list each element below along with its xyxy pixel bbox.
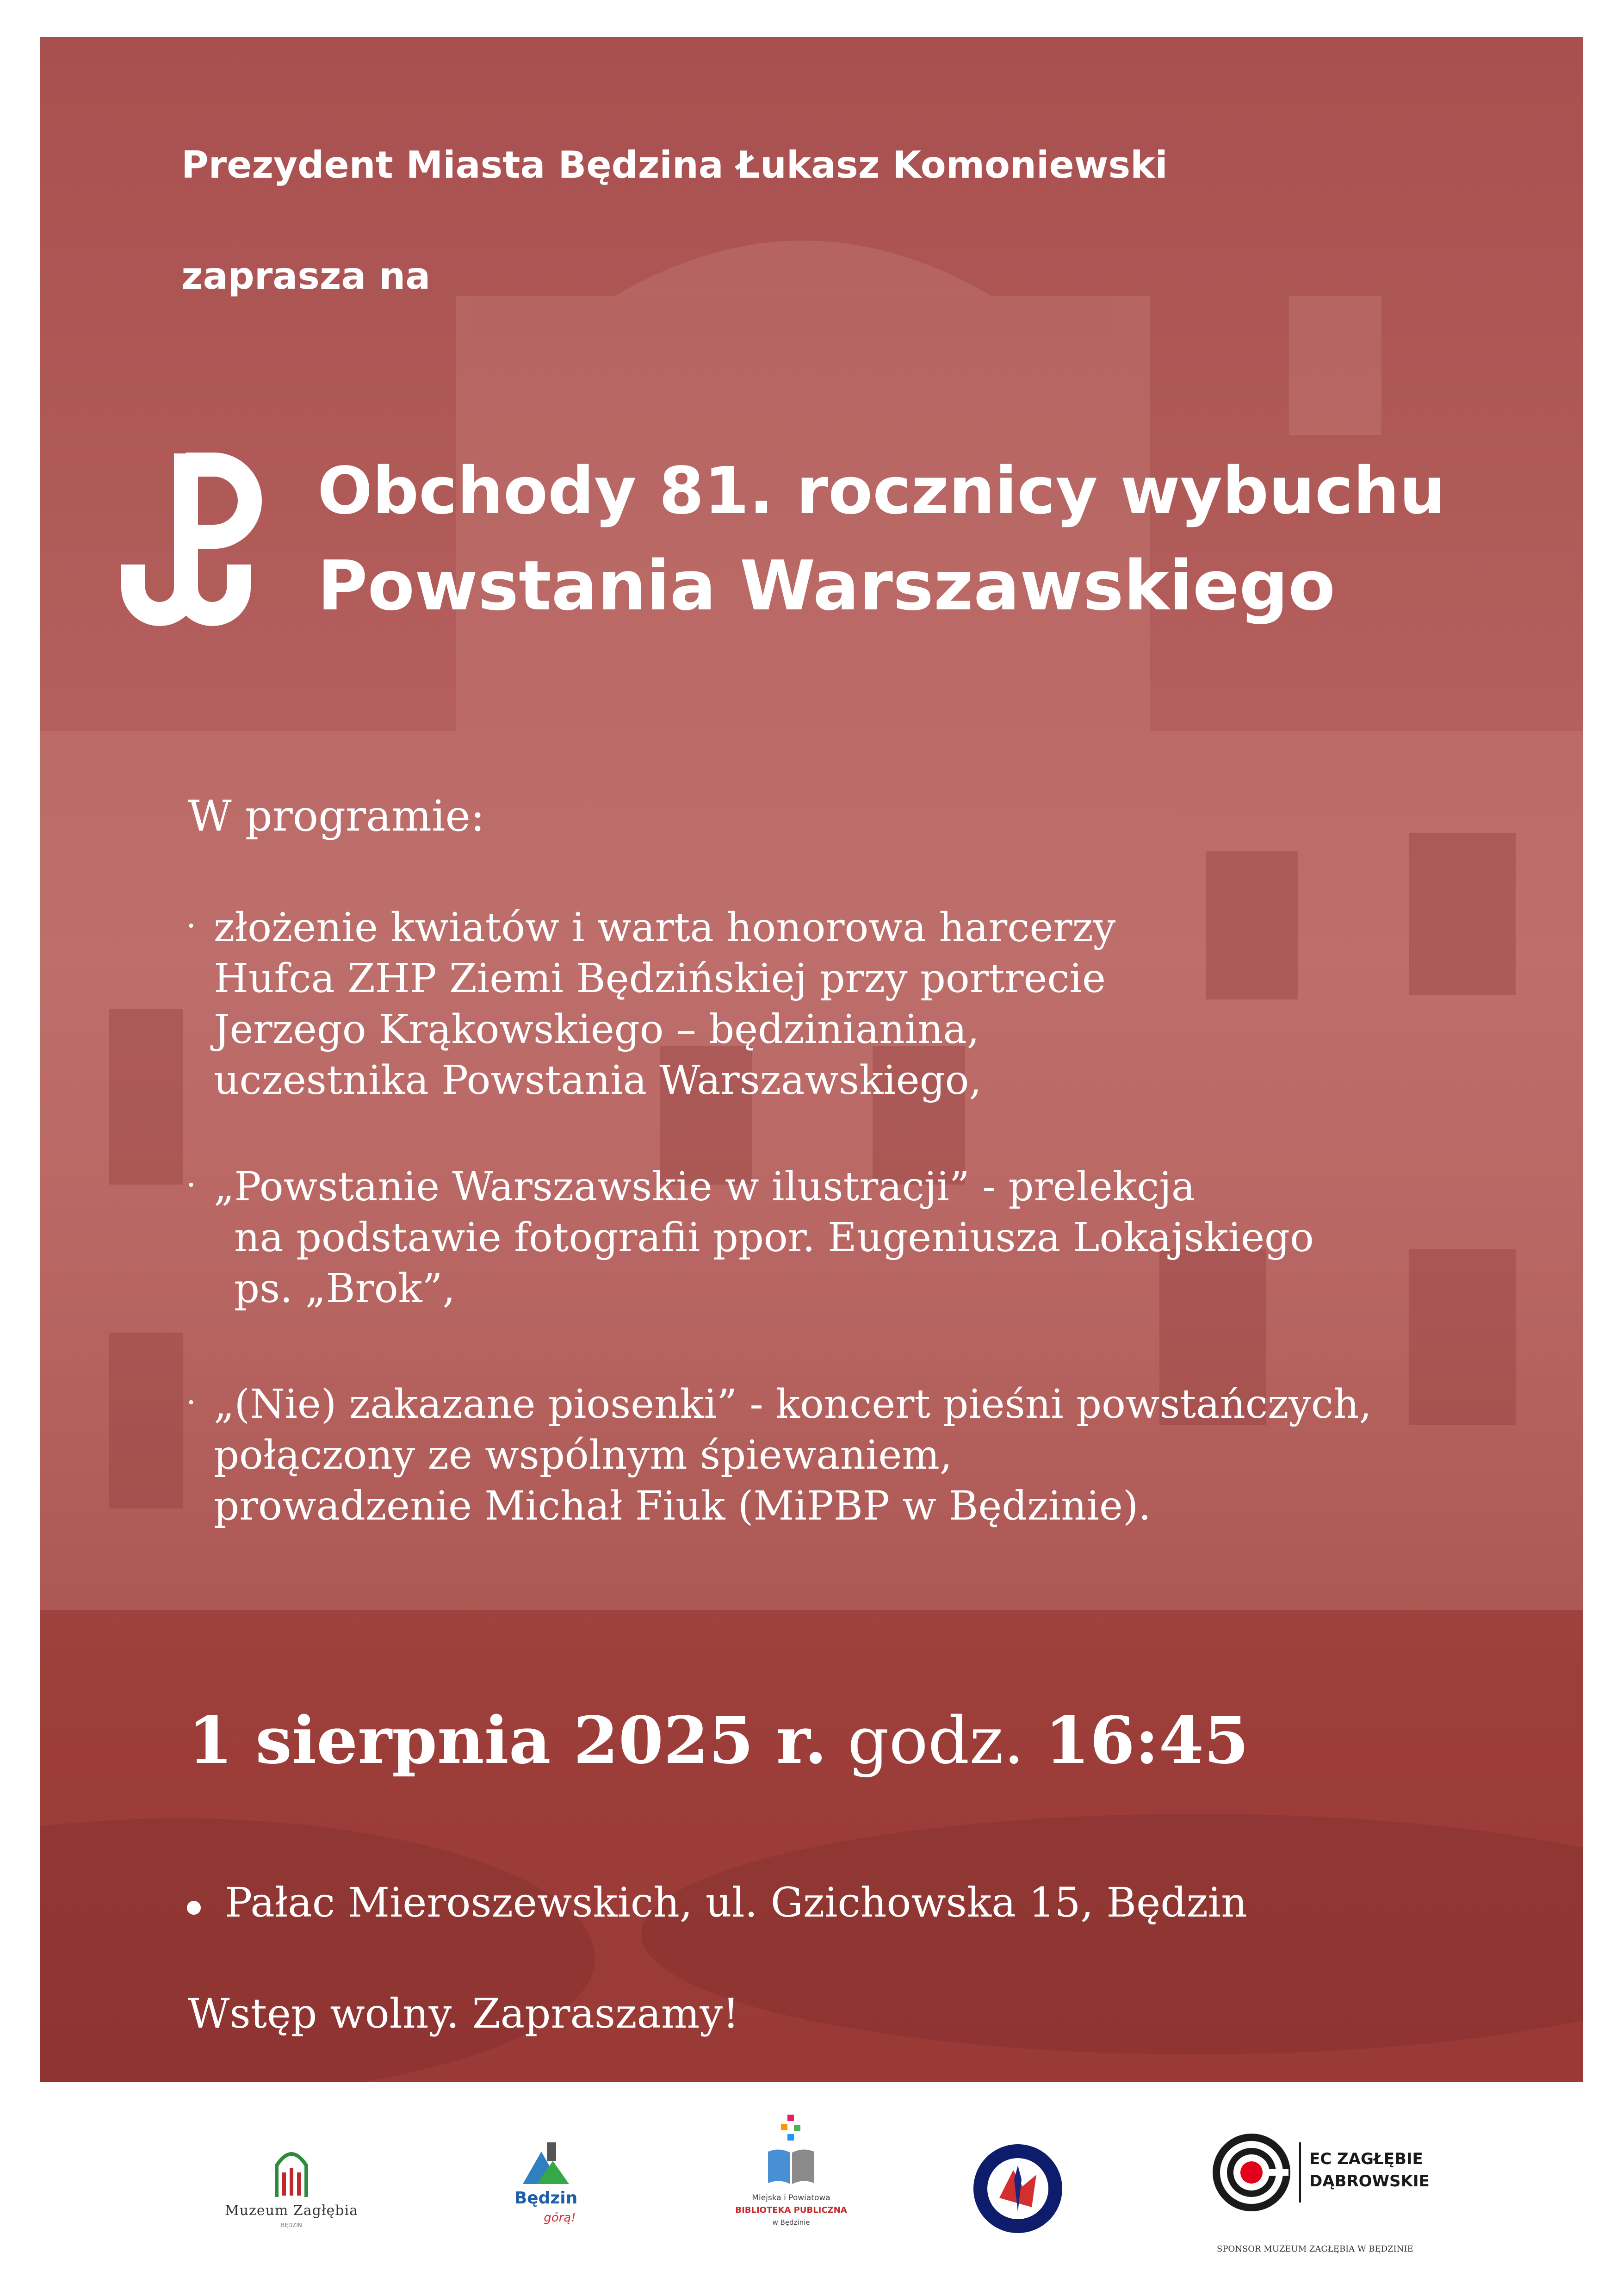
logo-muzeum-text: Muzeum Zagłębia xyxy=(224,2203,358,2219)
program-heading: W programie: xyxy=(188,791,485,841)
logo-bedzin-sub: górą! xyxy=(544,2211,576,2225)
program-item-1-line-1: złożenie kwiatów i warta honorowa harcerzy xyxy=(214,905,1116,951)
bedzin-castle-icon xyxy=(518,2138,574,2189)
list-bullet: · xyxy=(186,907,197,945)
ec-circle-icon xyxy=(1212,2133,1291,2212)
logo-biblioteka xyxy=(712,2115,870,2240)
program-item-1-line-2: Hufca ZHP Ziemi Będzińskiej przy portrecie xyxy=(214,956,1106,1002)
logo-ec-text2: DĄBROWSKIE xyxy=(1309,2172,1430,2191)
program-item-1-line-3: Jerzego Krąkowskiego – będzinianina, xyxy=(214,1006,979,1053)
place-bullet xyxy=(187,1901,201,1915)
event-date: 1 sierpnia 2025 r. xyxy=(188,1703,827,1779)
event-time: 16:45 xyxy=(1045,1703,1249,1779)
host-line: Prezydent Miasta Będzina Łukasz Komoniewski xyxy=(181,143,1168,186)
logo-biblioteka-text: Miejska i Powiatowa xyxy=(752,2193,830,2203)
book-icon xyxy=(763,2115,819,2189)
program-item-2-line-1: „Powstanie Warszawskie w ilustracji” - prelekcja xyxy=(214,1164,1196,1210)
logo-biblioteka-text2: BIBLIOTEKA PUBLICZNA xyxy=(735,2205,847,2215)
logo-biblioteka-sub: w Będzinie xyxy=(772,2218,810,2227)
ec-divider xyxy=(1299,2142,1301,2203)
zhp-badge-icon xyxy=(972,2142,1064,2235)
list-bullet: · xyxy=(186,1384,197,1421)
program-item-3-line-1: „(Nie) zakazane piosenki” - koncert pieśni powstańczych, xyxy=(214,1381,1372,1427)
logo-bedzin-text: Będzin xyxy=(514,2189,578,2208)
program-item-1-line-4: uczestnika Powstania Warszawskiego, xyxy=(214,1057,982,1104)
logo-ec-sub: SPONSOR MUZEUM ZAGŁĘBIA W BĘDZINIE xyxy=(1217,2244,1413,2254)
title-line-2: Powstania Warszawskiego xyxy=(317,546,1335,626)
poster xyxy=(40,37,1583,2082)
event-time-label: godz. xyxy=(847,1703,1024,1779)
logo-muzeum-sub: BĘDZIN xyxy=(281,2222,302,2228)
program-item-3-line-3: prowadzenie Michał Fiuk (MiPBP w Będzinie). xyxy=(214,1483,1151,1529)
logo-bedzin-gora xyxy=(500,2138,592,2240)
logo-muzeum-zaglebia xyxy=(204,2147,379,2240)
logo-ec-zaglebie xyxy=(1212,2133,1471,2272)
program-item-2-line-2: na podstawie fotografii ppor. Eugeniusza Lokajskiego xyxy=(234,1215,1314,1261)
program-item-2-line-3: ps. „Brok”, xyxy=(234,1266,455,1312)
footer-logos xyxy=(0,2082,1623,2296)
invite-line: zaprasza na xyxy=(181,254,431,298)
event-note: Wstęp wolny. Zapraszamy! xyxy=(188,1990,739,2037)
logo-ec-text: EC ZAGŁĘBIE xyxy=(1309,2150,1423,2168)
logo-hufiec-zhp xyxy=(972,2142,1064,2235)
list-bullet: · xyxy=(186,1166,197,1204)
title-line-1: Obchody 81. rocznicy wybuchu xyxy=(317,453,1446,529)
program-item-3-line-2: połączony ze wspólnym śpiewaniem, xyxy=(214,1432,953,1478)
kotwica-icon xyxy=(121,449,269,652)
event-date-time xyxy=(188,1703,1249,1779)
museum-gate-icon xyxy=(273,2147,310,2198)
event-place: Pałac Mieroszewskich, ul. Gzichowska 15, Będzin xyxy=(225,1879,1247,1926)
